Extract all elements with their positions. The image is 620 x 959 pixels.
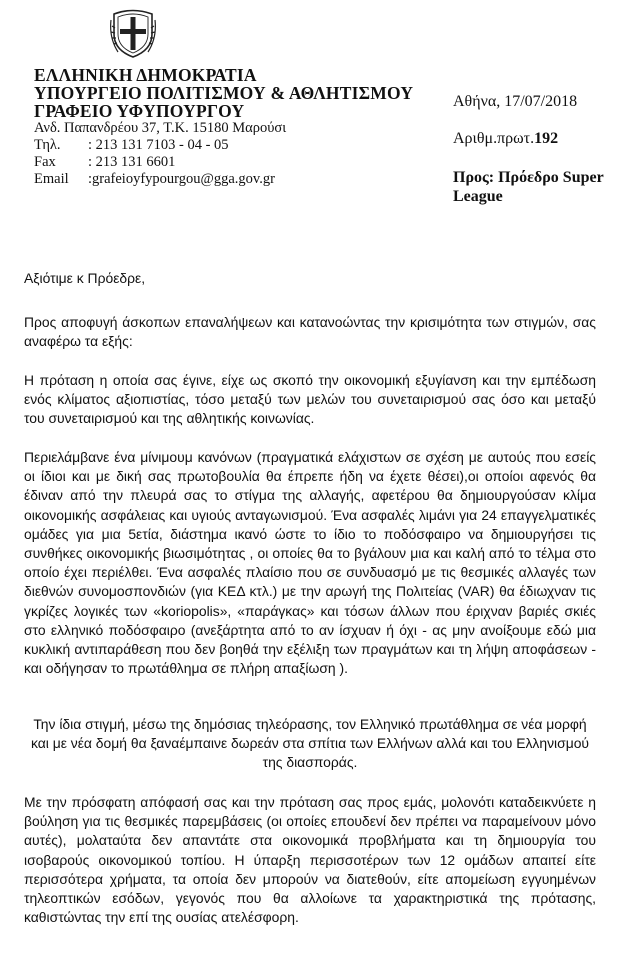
recipient-line-2: League <box>453 188 503 205</box>
recipient-line-1: Προς: Πρόεδρο Super <box>453 169 604 186</box>
paragraph-proposal <box>24 371 596 429</box>
salutation-text: Αξιότιμε κ Πρόεδρε, <box>24 270 146 286</box>
sender-address: Ανδ. Παπανδρέου 37, Τ.Κ. 15180 Μαρούσι <box>34 120 287 136</box>
protocol-label: Αριθμ.πρωτ. <box>453 130 535 147</box>
protocol-line <box>453 130 558 148</box>
email-value: :grafeioyfypourgou@gga.gov.gr <box>88 171 275 187</box>
protocol-number: 192 <box>534 130 559 147</box>
greek-coat-of-arms-icon <box>109 4 157 60</box>
paragraph-rules <box>24 448 596 678</box>
email-label: Email <box>34 171 69 187</box>
office-name: ΓΡΑΦΕΙΟ ΥΦΥΠΟΥΡΓΟΥ <box>34 101 245 121</box>
paragraph-decision <box>24 793 596 927</box>
paragraph-rules-text: Περιελάμβανε ένα μίνιμουμ κανόνων (πραγματικά ελάχιστων σε σχέση με αυτούς που εσείς οι ίδιοι και με δική σας πρωτοβουλία θα έπρεπε ήδη να έχετε θέσει),οι οποίοι αφενός θα έδιναν από την πλευρά σας το στίγμα της αλλαγής, αφετέρου θα δημιουργούσαν κλίμα οικονομικής ασφάλειας και υγιούς ανταγωνισμού. Ένα ασφαλές λιμάνι για 24 επαγγελματικές ομάδες για μια 5ετία, διάστημα ικανό ώστε το ίδιο το ποδόσφαιρο να δημιουργήσει τις συνθήκες οικονομικής βιωσιμότητας , οι οποίες θα το βγάλουν μια και καλή από το τέλμα στο οποίο έχει περιέλθει. Ένα ασφαλές πλαίσιο που σε συνδυασμό με τις θεσμικές αλλαγές των διεθνών συνομοσπονδιών (για ΚΕΔ κτλ.) με την αρωγή της Πολιτείας (VAR) θα έδιωχναν τις γκρίζες λογικές των «koriopolis», «παράγκας» και τόσων άλλων που έριχναν βαριές σκιές στο ελληνικό ποδόσφαιρο (ανεξάρτητα από το αν ίσχυαν ή όχι - ας μην ανοίξουμε εδώ μια κυκλική αντιπαράθεση που δεν βοηθά την εξέλιξη των πραγμάτων και τη λήψη αποφάσεων - και οδήγησαν το πρωτάθλημα σε πλήρη απαξίωση ). <box>24 449 596 677</box>
fax-label: Fax <box>34 154 56 170</box>
recipient <box>453 168 604 206</box>
salutation <box>24 269 596 288</box>
tel-row <box>34 137 413 154</box>
paragraph-decision-text: Με την πρόσφατη απόφασή σας και την πρόταση σας προς εμάς, μολονότι καταδεικνύετε η βούληση για τις θεσμικές παρεμβάσεις (οι οποίες επουδενί δεν πρέπει να παραμείνουν μόνο αυτές), μολαταύτα δεν απαντάτε στα οικονομικά προβλήματα και τη δημιουργία του ισοβαρούς οικονομικού τοπίου. Η ύπαρξη περισσοτέρων των 12 ομάδων απαιτεί είτε περισσότερα χρήματα, τα οποία δεν μπορούν να διατεθούν, είτε απομείωση εγγυημένων τηλεοπτικών εσόδων, γεγονός που θα αλλοίωνε τα χαρακτηριστικά της πρότασης, καθιστώντας την επί της ουσίας ατελέσφορη. <box>24 794 596 926</box>
fax-value: : 213 131 6601 <box>88 154 176 170</box>
email-row <box>34 171 413 188</box>
tel-value: : 213 131 7103 - 04 - 05 <box>88 137 229 153</box>
paragraph-intro <box>24 313 596 351</box>
tel-label: Τηλ. <box>34 137 61 153</box>
paragraph-broadcast <box>24 715 596 773</box>
paragraph-proposal-text: Η πρόταση η οποία σας έγινε, είχε ως σκοπό την οικονομική εξυγίανση και την εμπέδωση ενός κλίματος αξιοπιστίας, τόσο μεταξύ των μελών του συνεταιρισμού σας όσο και μεταξύ του συνεταιρισμού και της αθλητικής κοινωνίας. <box>24 372 596 427</box>
sender-header <box>34 66 413 188</box>
republic-name: ΕΛΛΗΝΙΚΗ ΔΗΜΟΚΡΑΤΙΑ <box>34 65 257 85</box>
paragraph-intro-text: Προς αποφυγή άσκοπων επαναλήψεων και κατανοώντας την κρισιμότητα των στιγμών, σας αναφέρω τα εξής: <box>24 314 596 350</box>
fax-row <box>34 154 413 171</box>
paragraph-broadcast-text: Την ίδια στιγμή, μέσω της δημόσιας τηλεόρασης, τον Ελληνικό πρωτάθλημα σε νέα μορφή και με νέα δομή θα ξαναέμπαινε δωρεάν στα σπίτια των Ελλήνων αλλά και του Ελληνισμού της διασποράς. <box>30 716 590 771</box>
ministry-name: ΥΠΟΥΡΓΕΙΟ ΠΟΛΙΤΙΣΜΟΥ & ΑΘΛΗΤΙΣΜΟΥ <box>34 83 414 103</box>
letter-date: Αθήνα, 17/07/2018 <box>453 93 578 110</box>
